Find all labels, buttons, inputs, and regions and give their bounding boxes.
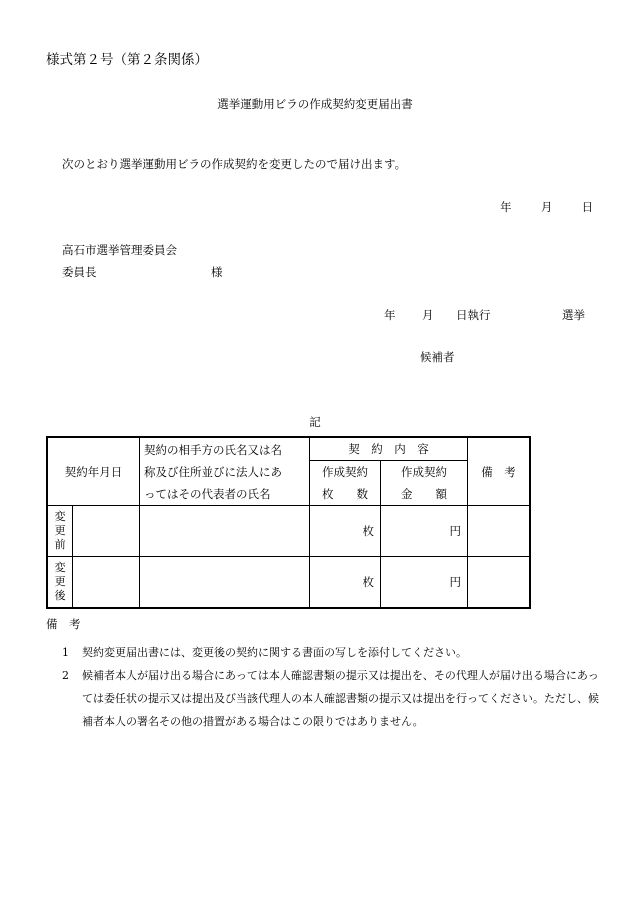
row-label-char: 更	[54, 524, 66, 537]
remark-number: 2	[62, 669, 69, 682]
intro-text: 次のとおり選挙運動用ビラの作成契約を変更したので届け出ます。	[62, 157, 407, 171]
table-row-after	[47, 557, 530, 609]
remark-number: 1	[62, 646, 69, 659]
header-remarks: 備 考	[468, 437, 531, 506]
addressee-org: 高石市選挙管理委員会	[62, 243, 177, 257]
date-month-label: 月	[540, 200, 553, 214]
amount-line-2: 金 額	[401, 487, 447, 501]
header-count	[310, 461, 381, 506]
count-unit: 枚	[362, 575, 374, 589]
election-day-label: 日執行	[456, 308, 491, 322]
row-label-char: 更	[54, 575, 66, 588]
party-line-1: 契約の相手方の氏名又は名	[144, 442, 282, 457]
note-cell[interactable]	[468, 506, 531, 557]
remarks-heading: 備 考	[46, 617, 81, 631]
row-label-char: 変	[54, 561, 66, 574]
election-year-label: 年	[384, 308, 396, 322]
table-row-before	[47, 506, 530, 557]
amount-cell[interactable]	[381, 557, 468, 609]
count-line-1: 作成契約	[322, 465, 368, 479]
date-year-label: 年	[500, 200, 512, 214]
date-day-label: 日	[581, 200, 594, 214]
header-contract-party	[140, 437, 310, 506]
document-title: 選挙運動用ビラの作成契約変更届出書	[217, 97, 413, 111]
row-label-before	[47, 506, 73, 557]
date-cell[interactable]	[73, 506, 140, 557]
note-cell[interactable]	[468, 557, 531, 609]
remark-text: 候補者本人が届け出る場合にあっては本人確認書類の提示又は提出を、その代理人が届け出る場合にあっては委任状の提示又は提出及び当該代理人の本人確認書類の提示又は提出を行ってください。ただし、候補者本人の署名その他の措置がある場合はこの限りではありません。	[82, 669, 599, 728]
row-label-char: 後	[54, 589, 66, 602]
contract-table	[46, 436, 531, 609]
header-contract-content: 契 約 内 容	[310, 437, 468, 461]
party-cell[interactable]	[140, 506, 310, 557]
header-contract-date: 契約年月日	[47, 437, 140, 506]
row-label-char: 前	[54, 538, 66, 551]
date-cell[interactable]	[73, 557, 140, 609]
remark-text: 契約変更届出書には、変更後の契約に関する書面の写しを添付してください。	[82, 646, 467, 659]
party-cell[interactable]	[140, 557, 310, 609]
candidate-label: 候補者	[420, 350, 455, 364]
count-cell[interactable]	[310, 557, 381, 609]
form-number: 様式第２号（第２条関係）	[46, 52, 208, 68]
row-label-after	[47, 557, 73, 609]
count-line-2: 枚 数	[322, 487, 368, 501]
addressee-honorific: 様	[211, 265, 223, 279]
election-month-label: 月	[422, 308, 434, 322]
party-line-2: 称及び住所並びに法人にあ	[144, 464, 282, 479]
election-kind-label: 選挙	[562, 308, 585, 322]
amount-line-1: 作成契約	[401, 465, 447, 479]
count-unit: 枚	[362, 524, 374, 538]
addressee-title: 委員長	[62, 265, 97, 279]
party-line-3: ってはその代表者の氏名	[144, 486, 271, 501]
amount-cell[interactable]	[381, 506, 468, 557]
row-label-char: 変	[54, 510, 66, 523]
amount-unit: 円	[449, 575, 461, 589]
count-cell[interactable]	[310, 506, 381, 557]
submission-date	[500, 199, 593, 215]
amount-unit: 円	[449, 524, 461, 538]
header-amount	[381, 461, 468, 506]
ki-heading: 記	[309, 415, 321, 429]
